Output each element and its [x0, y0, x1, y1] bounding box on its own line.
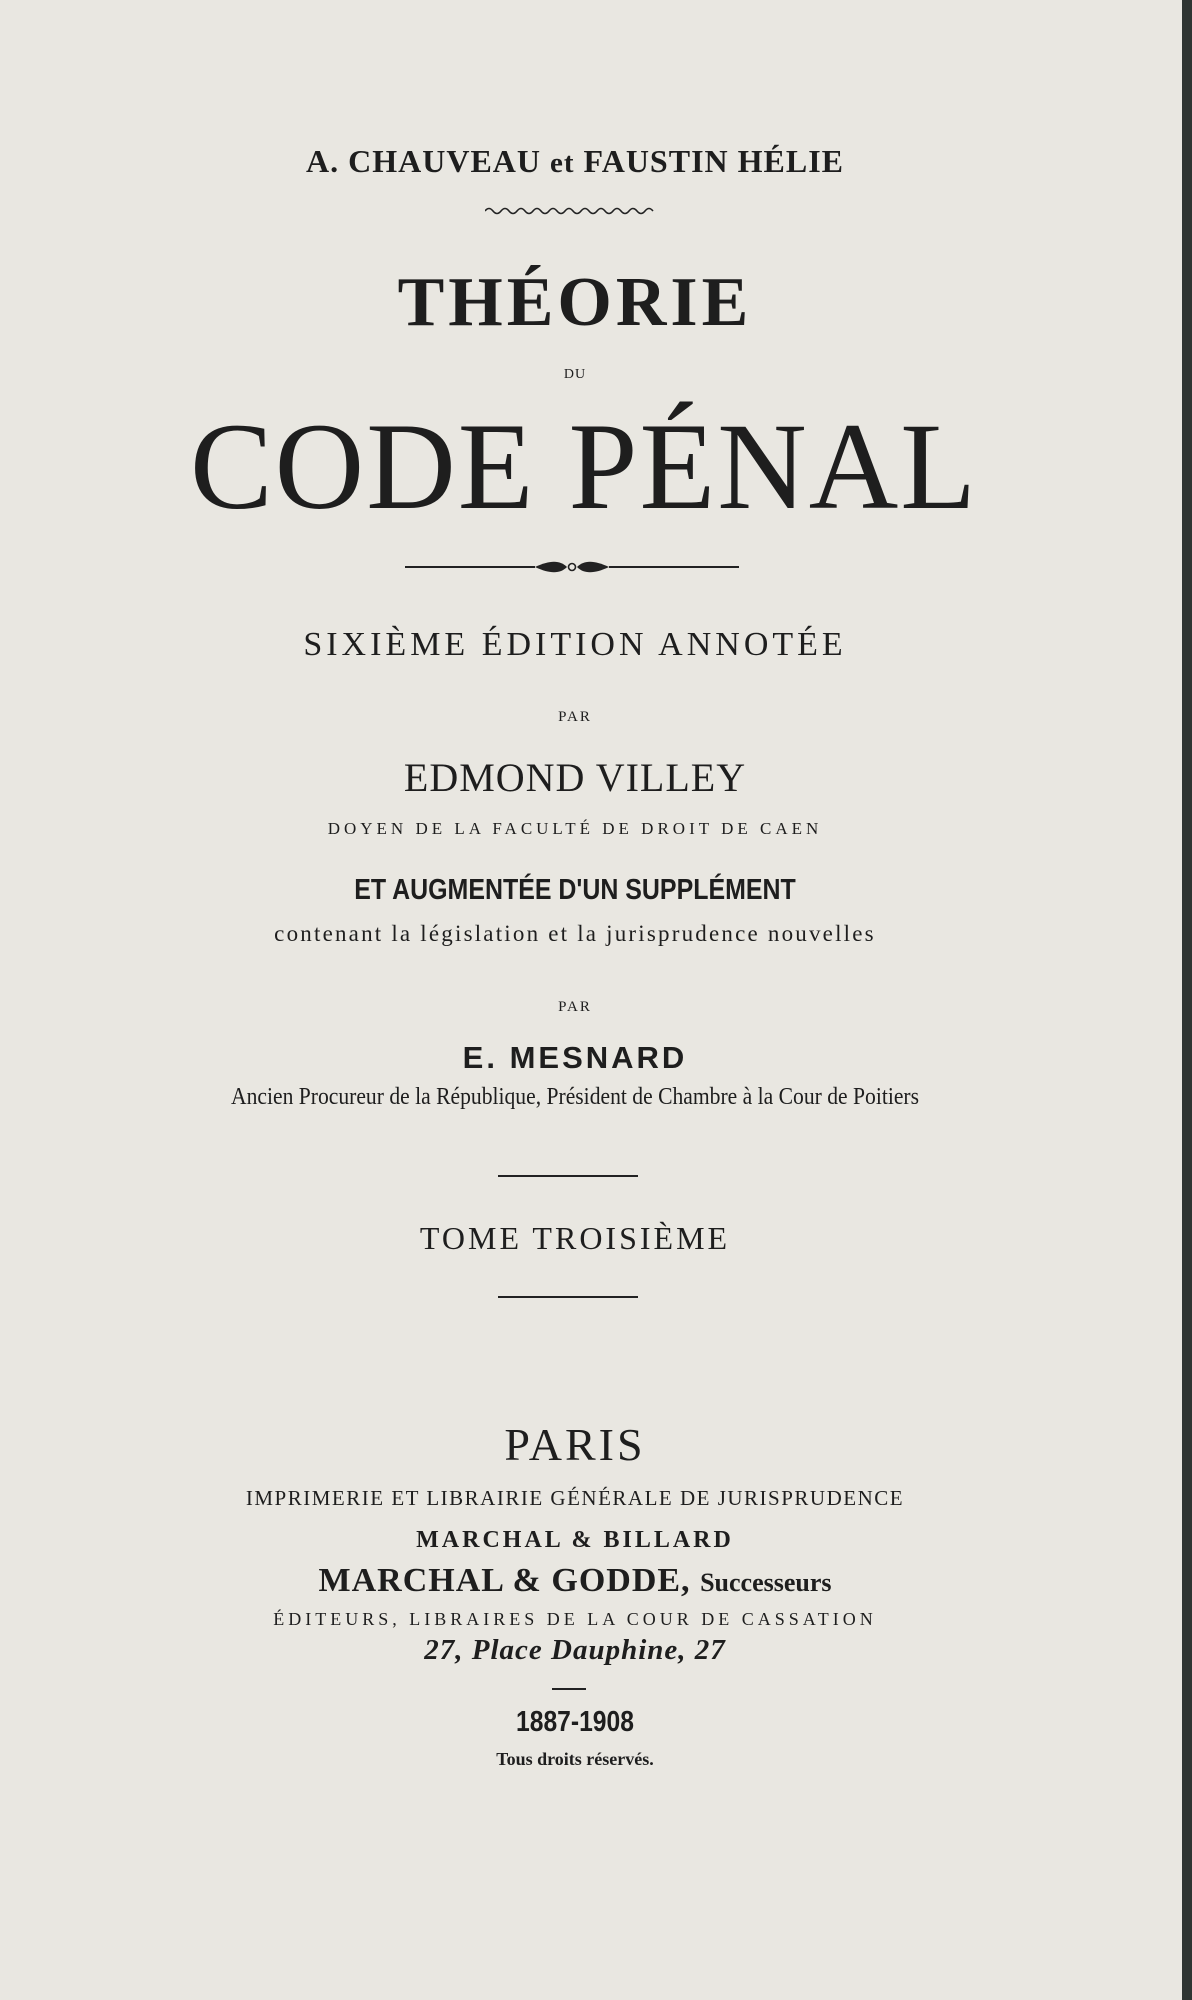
author-2: FAUSTIN HÉLIE — [583, 143, 844, 179]
title-line-1: THÉORIE — [397, 264, 753, 341]
by-label: PAR — [558, 999, 592, 1015]
imprint-city: PARIS — [504, 1419, 646, 1470]
authors-line — [0, 145, 1150, 178]
title-line-2: CODE PÉNAL — [189, 398, 979, 535]
authors-conjunction: et — [550, 147, 575, 179]
title-connector: DU — [563, 367, 587, 382]
by-label: PAR — [558, 709, 592, 725]
editor-name: EDMOND VILLEY — [403, 755, 747, 800]
imprint-address: 27, Place Dauphine, 27 — [424, 1634, 726, 1666]
imprint-printer: IMPRIMERIE ET LIBRAIRIE GÉNÉRALE DE JURISPRUDENCE — [245, 1486, 905, 1510]
title-divider-ornament — [405, 558, 739, 576]
supplement-author-name: E. MESNARD — [462, 1040, 688, 1075]
edition-line: SIXIÈME ÉDITION ANNOTÉE — [303, 626, 847, 663]
imprint-publisher-role: ÉDITEURS, LIBRAIRES DE LA COUR DE CASSATION — [273, 1609, 877, 1629]
wavy-ornament — [485, 206, 660, 216]
imprint-rights: Tous droits réservés. — [496, 1749, 654, 1769]
supplement-heading: ET AUGMENTÉE D'UN SUPPLÉMENT — [354, 874, 796, 906]
supplement-description: contenant la législation et la jurisprudence nouvelles — [274, 921, 876, 946]
imprint-successors: Successeurs — [700, 1568, 832, 1597]
editor-role: DOYEN DE LA FACULTÉ DE DROIT DE CAEN — [327, 819, 823, 838]
volume-label: TOME TROISIÈME — [419, 1220, 731, 1256]
imprint-publisher-2 — [0, 1564, 1150, 1598]
supplement-author-role: Ancien Procureur de la République, Président de Chambre à la Cour de Poitiers — [230, 1084, 920, 1110]
imprint-years: 1887-1908 — [516, 1706, 634, 1738]
imprint-publisher-2-name: MARCHAL & GODDE, — [318, 1562, 691, 1599]
divider-rule-short — [552, 1688, 586, 1690]
author-1: A. CHAUVEAU — [306, 143, 541, 179]
imprint-publisher-1: MARCHAL & BILLARD — [416, 1527, 734, 1553]
divider-rule — [498, 1296, 638, 1298]
divider-rule — [498, 1175, 638, 1177]
